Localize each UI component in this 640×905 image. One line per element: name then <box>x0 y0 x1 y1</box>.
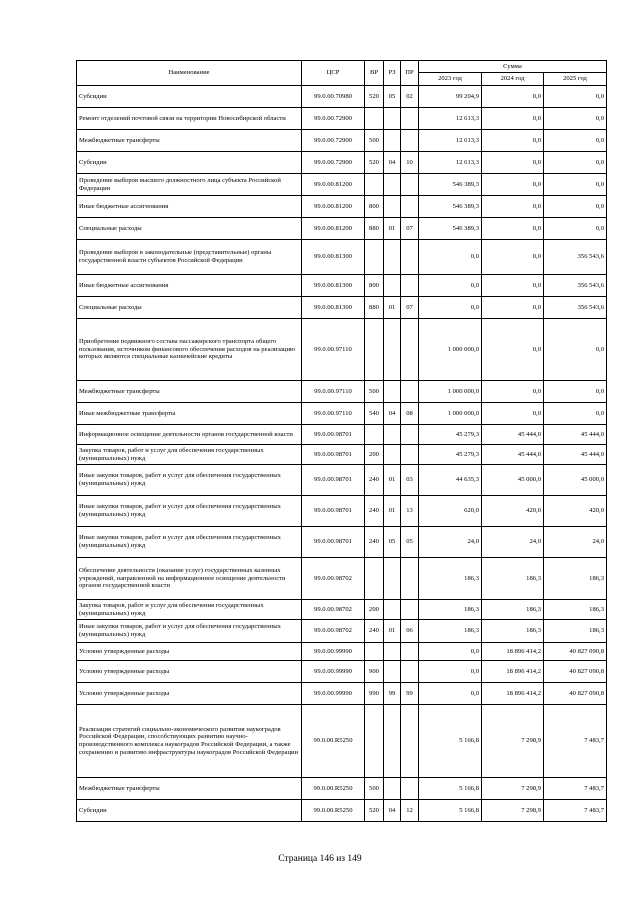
row-csr: 99.0.00.98701 <box>302 527 365 558</box>
row-sum-2023: 45 279,3 <box>419 445 482 465</box>
row-pr <box>401 445 419 465</box>
table-row <box>77 319 607 381</box>
row-vr: 520 <box>365 152 384 174</box>
row-sum-2023: 1 000 000,0 <box>419 403 482 425</box>
row-pr: 13 <box>401 496 419 527</box>
table-row <box>77 218 607 240</box>
row-rz: 01 <box>384 465 401 496</box>
row-name: Субсидии <box>77 152 302 174</box>
row-name: Специальные расходы <box>77 218 302 240</box>
row-pr: 06 <box>401 620 419 643</box>
row-sum-2024: 0,0 <box>482 381 544 403</box>
row-csr: 99.0.00.97110 <box>302 319 365 381</box>
row-sum-2024: 18 896 414,2 <box>482 643 544 661</box>
row-sum-2024: 0,0 <box>482 152 544 174</box>
row-sum-2023: 0,0 <box>419 297 482 319</box>
row-csr: 99.0.00.98701 <box>302 445 365 465</box>
row-pr: 10 <box>401 152 419 174</box>
row-name: Обеспечение деятельности (оказание услуг) государственных казенных учреждений, направленной на информационное освещение деятельности органов государственной власти <box>77 558 302 600</box>
table-header <box>77 61 607 86</box>
row-sum-2023: 44 635,3 <box>419 465 482 496</box>
page-number: Страница 146 из 149 <box>278 854 362 864</box>
row-vr <box>365 174 384 196</box>
row-csr: 99.0.00.97110 <box>302 403 365 425</box>
table-row <box>77 86 607 108</box>
row-sum-2023: 5 166,8 <box>419 800 482 822</box>
header-year-2024: 2024 год <box>482 73 544 86</box>
row-rz: 01 <box>384 496 401 527</box>
row-csr: 99.0.00.72900 <box>302 152 365 174</box>
row-sum-2025: 45 444,0 <box>544 425 607 445</box>
row-vr: 200 <box>365 600 384 620</box>
row-rz <box>384 130 401 152</box>
row-sum-2025: 7 483,7 <box>544 800 607 822</box>
header-sum: Сумма <box>419 61 607 73</box>
row-rz: 04 <box>384 800 401 822</box>
row-sum-2025: 0,0 <box>544 381 607 403</box>
row-name: Условно утвержденные расходы <box>77 643 302 661</box>
row-sum-2024: 0,0 <box>482 240 544 275</box>
row-vr: 800 <box>365 196 384 218</box>
row-name: Межбюджетные трансферты <box>77 381 302 403</box>
row-csr: 99.0.00.72900 <box>302 130 365 152</box>
row-sum-2025: 186,3 <box>544 600 607 620</box>
row-vr: 200 <box>365 445 384 465</box>
row-sum-2025: 0,0 <box>544 108 607 130</box>
row-rz: 01 <box>384 218 401 240</box>
row-sum-2025: 0,0 <box>544 403 607 425</box>
row-sum-2025: 0,0 <box>544 319 607 381</box>
row-sum-2023: 620,0 <box>419 496 482 527</box>
table-row <box>77 661 607 683</box>
row-sum-2024: 24,0 <box>482 527 544 558</box>
row-csr: 99.0.00.99990 <box>302 643 365 661</box>
row-sum-2025: 186,3 <box>544 558 607 600</box>
row-sum-2023: 1 000 000,0 <box>419 319 482 381</box>
row-csr: 99.0.00.98701 <box>302 425 365 445</box>
row-csr: 99.0.00.81300 <box>302 240 365 275</box>
row-pr: 03 <box>401 465 419 496</box>
row-csr: 99.0.00.81300 <box>302 275 365 297</box>
row-rz <box>384 174 401 196</box>
row-csr: 99.0.00.98702 <box>302 558 365 600</box>
row-sum-2023: 0,0 <box>419 643 482 661</box>
table-row <box>77 496 607 527</box>
row-rz <box>384 425 401 445</box>
row-sum-2023: 0,0 <box>419 240 482 275</box>
row-pr <box>401 778 419 800</box>
header-vr: ВР <box>365 61 384 86</box>
row-sum-2025: 186,3 <box>544 620 607 643</box>
row-vr: 880 <box>365 297 384 319</box>
row-pr <box>401 705 419 778</box>
row-sum-2023: 0,0 <box>419 661 482 683</box>
table-row <box>77 445 607 465</box>
row-vr: 500 <box>365 130 384 152</box>
row-pr: 99 <box>401 683 419 705</box>
table-row <box>77 196 607 218</box>
row-csr: 99.0.00.98701 <box>302 496 365 527</box>
header-csr: ЦСР <box>302 61 365 86</box>
table-row <box>77 527 607 558</box>
row-sum-2025: 0,0 <box>544 196 607 218</box>
table-row <box>77 152 607 174</box>
row-sum-2025: 40 827 090,8 <box>544 643 607 661</box>
table-row <box>77 558 607 600</box>
row-pr: 08 <box>401 403 419 425</box>
row-sum-2024: 18 896 414,2 <box>482 683 544 705</box>
header-year-2023: 2023 год <box>419 73 482 86</box>
row-sum-2025: 7 483,7 <box>544 705 607 778</box>
row-sum-2023: 546 389,3 <box>419 218 482 240</box>
row-rz <box>384 600 401 620</box>
header-name: Наименование <box>77 61 302 86</box>
row-pr: 07 <box>401 297 419 319</box>
row-pr <box>401 661 419 683</box>
row-name: Иные закупки товаров, работ и услуг для обеспечения государственных (муниципальных) нужд <box>77 465 302 496</box>
row-sum-2025: 0,0 <box>544 86 607 108</box>
table-row <box>77 643 607 661</box>
row-rz <box>384 643 401 661</box>
row-sum-2023: 0,0 <box>419 683 482 705</box>
row-sum-2023: 99 204,9 <box>419 86 482 108</box>
budget-table <box>76 60 607 822</box>
row-pr <box>401 130 419 152</box>
row-name: Иные закупки товаров, работ и услуг для обеспечения государственных (муниципальных) нужд <box>77 527 302 558</box>
row-sum-2025: 356 543,6 <box>544 275 607 297</box>
row-vr <box>365 558 384 600</box>
row-csr: 99.0.00.70980 <box>302 86 365 108</box>
table-row <box>77 600 607 620</box>
row-sum-2024: 0,0 <box>482 130 544 152</box>
row-csr: 99.0.00.81200 <box>302 196 365 218</box>
row-sum-2024: 420,0 <box>482 496 544 527</box>
table-row <box>77 620 607 643</box>
table-row <box>77 683 607 705</box>
table-row <box>77 403 607 425</box>
row-vr <box>365 108 384 130</box>
row-vr: 240 <box>365 496 384 527</box>
table-row <box>77 130 607 152</box>
row-vr: 520 <box>365 800 384 822</box>
row-rz <box>384 705 401 778</box>
table-row <box>77 705 607 778</box>
row-pr <box>401 275 419 297</box>
row-rz: 05 <box>384 86 401 108</box>
row-sum-2025: 0,0 <box>544 174 607 196</box>
row-name: Субсидии <box>77 86 302 108</box>
row-csr: 99.0.00.98702 <box>302 600 365 620</box>
header-year-2025: 2025 год <box>544 73 607 86</box>
row-sum-2024: 0,0 <box>482 196 544 218</box>
row-sum-2023: 5 166,8 <box>419 705 482 778</box>
row-sum-2023: 546 389,3 <box>419 174 482 196</box>
table-row <box>77 108 607 130</box>
table-row <box>77 465 607 496</box>
row-pr: 02 <box>401 86 419 108</box>
row-vr: 540 <box>365 403 384 425</box>
row-sum-2024: 0,0 <box>482 218 544 240</box>
row-csr: 99.0.00.98701 <box>302 465 365 496</box>
row-sum-2025: 0,0 <box>544 218 607 240</box>
row-sum-2023: 12 613,3 <box>419 108 482 130</box>
row-csr: 99.0.00.81200 <box>302 218 365 240</box>
row-pr <box>401 425 419 445</box>
row-rz: 99 <box>384 683 401 705</box>
row-sum-2025: 40 827 090,8 <box>544 683 607 705</box>
row-sum-2024: 186,3 <box>482 558 544 600</box>
row-sum-2025: 0,0 <box>544 130 607 152</box>
row-vr: 240 <box>365 465 384 496</box>
row-csr: 99.0.00.81300 <box>302 297 365 319</box>
row-pr <box>401 558 419 600</box>
row-sum-2023: 24,0 <box>419 527 482 558</box>
row-name: Закупка товаров, работ и услуг для обеспечения государственных (муниципальных) нужд <box>77 600 302 620</box>
row-vr: 800 <box>365 275 384 297</box>
row-rz: 01 <box>384 297 401 319</box>
row-sum-2024: 0,0 <box>482 86 544 108</box>
table-row <box>77 425 607 445</box>
row-name: Иные бюджетные ассигнования <box>77 196 302 218</box>
row-rz <box>384 778 401 800</box>
row-vr: 500 <box>365 381 384 403</box>
row-pr <box>401 319 419 381</box>
row-pr: 12 <box>401 800 419 822</box>
row-sum-2023: 0,0 <box>419 275 482 297</box>
row-name: Иные закупки товаров, работ и услуг для обеспечения государственных (муниципальных) нужд <box>77 620 302 643</box>
row-sum-2024: 7 298,9 <box>482 705 544 778</box>
row-sum-2023: 186,3 <box>419 558 482 600</box>
table-row <box>77 297 607 319</box>
row-rz <box>384 558 401 600</box>
row-csr: 99.0.00.R5250 <box>302 778 365 800</box>
table-row <box>77 778 607 800</box>
row-sum-2025: 24,0 <box>544 527 607 558</box>
row-sum-2024: 186,3 <box>482 600 544 620</box>
row-rz <box>384 319 401 381</box>
row-csr: 99.0.00.99990 <box>302 661 365 683</box>
row-vr: 240 <box>365 527 384 558</box>
row-sum-2024: 0,0 <box>482 275 544 297</box>
row-sum-2025: 40 827 090,8 <box>544 661 607 683</box>
row-sum-2024: 0,0 <box>482 403 544 425</box>
row-sum-2024: 0,0 <box>482 319 544 381</box>
row-sum-2024: 0,0 <box>482 174 544 196</box>
row-vr: 520 <box>365 86 384 108</box>
row-name: Закупка товаров, работ и услуг для обеспечения государственных (муниципальных) нужд <box>77 445 302 465</box>
header-rz: РЗ <box>384 61 401 86</box>
row-sum-2023: 186,3 <box>419 620 482 643</box>
row-name: Условно утвержденные расходы <box>77 661 302 683</box>
row-sum-2024: 186,3 <box>482 620 544 643</box>
row-name: Проведение выборов высшего должностного лица субъекта Российской Федерации <box>77 174 302 196</box>
row-sum-2024: 7 298,9 <box>482 800 544 822</box>
row-vr <box>365 319 384 381</box>
row-rz: 01 <box>384 620 401 643</box>
row-csr: 99.0.00.97110 <box>302 381 365 403</box>
row-sum-2023: 12 613,3 <box>419 130 482 152</box>
row-pr: 05 <box>401 527 419 558</box>
row-name: Реализация стратегий социально-экономического развития наукоградов Российской Федерации, способствующих развитию научно-производственного комплекса наукоградов Российской Федерации, а также сохранению и развитию инфраструктуры наукоградов Российской Федерации <box>77 705 302 778</box>
header-pr: ПР <box>401 61 419 86</box>
row-rz: 04 <box>384 403 401 425</box>
row-sum-2024: 0,0 <box>482 108 544 130</box>
row-rz <box>384 381 401 403</box>
row-pr <box>401 381 419 403</box>
row-sum-2025: 7 483,7 <box>544 778 607 800</box>
row-sum-2024: 45 444,0 <box>482 445 544 465</box>
row-sum-2023: 1 000 000,0 <box>419 381 482 403</box>
row-vr <box>365 425 384 445</box>
row-sum-2024: 45 000,0 <box>482 465 544 496</box>
row-sum-2023: 186,3 <box>419 600 482 620</box>
row-csr: 99.0.00.R5250 <box>302 800 365 822</box>
row-vr: 880 <box>365 218 384 240</box>
row-csr: 99.0.00.98702 <box>302 620 365 643</box>
row-name: Межбюджетные трансферты <box>77 130 302 152</box>
row-pr <box>401 600 419 620</box>
table-row <box>77 240 607 275</box>
row-sum-2025: 45 000,0 <box>544 465 607 496</box>
row-rz: 05 <box>384 527 401 558</box>
row-pr <box>401 196 419 218</box>
row-sum-2024: 0,0 <box>482 297 544 319</box>
row-name: Субсидии <box>77 800 302 822</box>
row-sum-2023: 546 389,3 <box>419 196 482 218</box>
row-name: Иные закупки товаров, работ и услуг для обеспечения государственных (муниципальных) нужд <box>77 496 302 527</box>
row-sum-2025: 420,0 <box>544 496 607 527</box>
table-row <box>77 174 607 196</box>
row-name: Межбюджетные трансферты <box>77 778 302 800</box>
row-name: Иные бюджетные ассигнования <box>77 275 302 297</box>
row-pr <box>401 643 419 661</box>
row-csr: 99.0.00.72900 <box>302 108 365 130</box>
row-name: Приобретение подвижного состава пассажирского транспорта общего пользования, источником финансового обеспечения расходов на реализацию которых являются специальные казначейские кредиты <box>77 319 302 381</box>
row-pr <box>401 240 419 275</box>
row-sum-2023: 45 279,3 <box>419 425 482 445</box>
row-pr <box>401 108 419 130</box>
row-vr: 240 <box>365 620 384 643</box>
row-rz <box>384 275 401 297</box>
row-csr: 99.0.00.R5250 <box>302 705 365 778</box>
row-rz: 04 <box>384 152 401 174</box>
row-sum-2025: 356 543,6 <box>544 240 607 275</box>
row-name: Информационное освещение деятельности органов государственной власти <box>77 425 302 445</box>
row-sum-2023: 5 166,8 <box>419 778 482 800</box>
row-name: Иные межбюджетные трансферты <box>77 403 302 425</box>
row-sum-2025: 0,0 <box>544 152 607 174</box>
row-vr: 990 <box>365 683 384 705</box>
table-row <box>77 381 607 403</box>
row-rz <box>384 445 401 465</box>
row-name: Условно утвержденные расходы <box>77 683 302 705</box>
row-rz <box>384 108 401 130</box>
row-vr <box>365 643 384 661</box>
row-rz <box>384 661 401 683</box>
row-vr <box>365 705 384 778</box>
row-vr <box>365 240 384 275</box>
row-csr: 99.0.00.81200 <box>302 174 365 196</box>
row-sum-2025: 45 444,0 <box>544 445 607 465</box>
row-name: Специальные расходы <box>77 297 302 319</box>
row-sum-2024: 18 896 414,2 <box>482 661 544 683</box>
row-sum-2024: 45 444,0 <box>482 425 544 445</box>
row-name: Ремонт отделений почтовой связи на территории Новосибирской области <box>77 108 302 130</box>
row-sum-2023: 12 613,3 <box>419 152 482 174</box>
row-name: Проведение выборов в законодательные (представительные) органы государственной власти субъектов Российской Федерации <box>77 240 302 275</box>
row-pr <box>401 174 419 196</box>
row-rz <box>384 240 401 275</box>
table-row <box>77 275 607 297</box>
row-sum-2024: 7 298,9 <box>482 778 544 800</box>
table-body <box>77 86 607 822</box>
row-rz <box>384 196 401 218</box>
table-row <box>77 800 607 822</box>
row-pr: 07 <box>401 218 419 240</box>
row-vr: 500 <box>365 778 384 800</box>
row-csr: 99.0.00.99990 <box>302 683 365 705</box>
row-sum-2025: 356 543,6 <box>544 297 607 319</box>
row-vr: 900 <box>365 661 384 683</box>
